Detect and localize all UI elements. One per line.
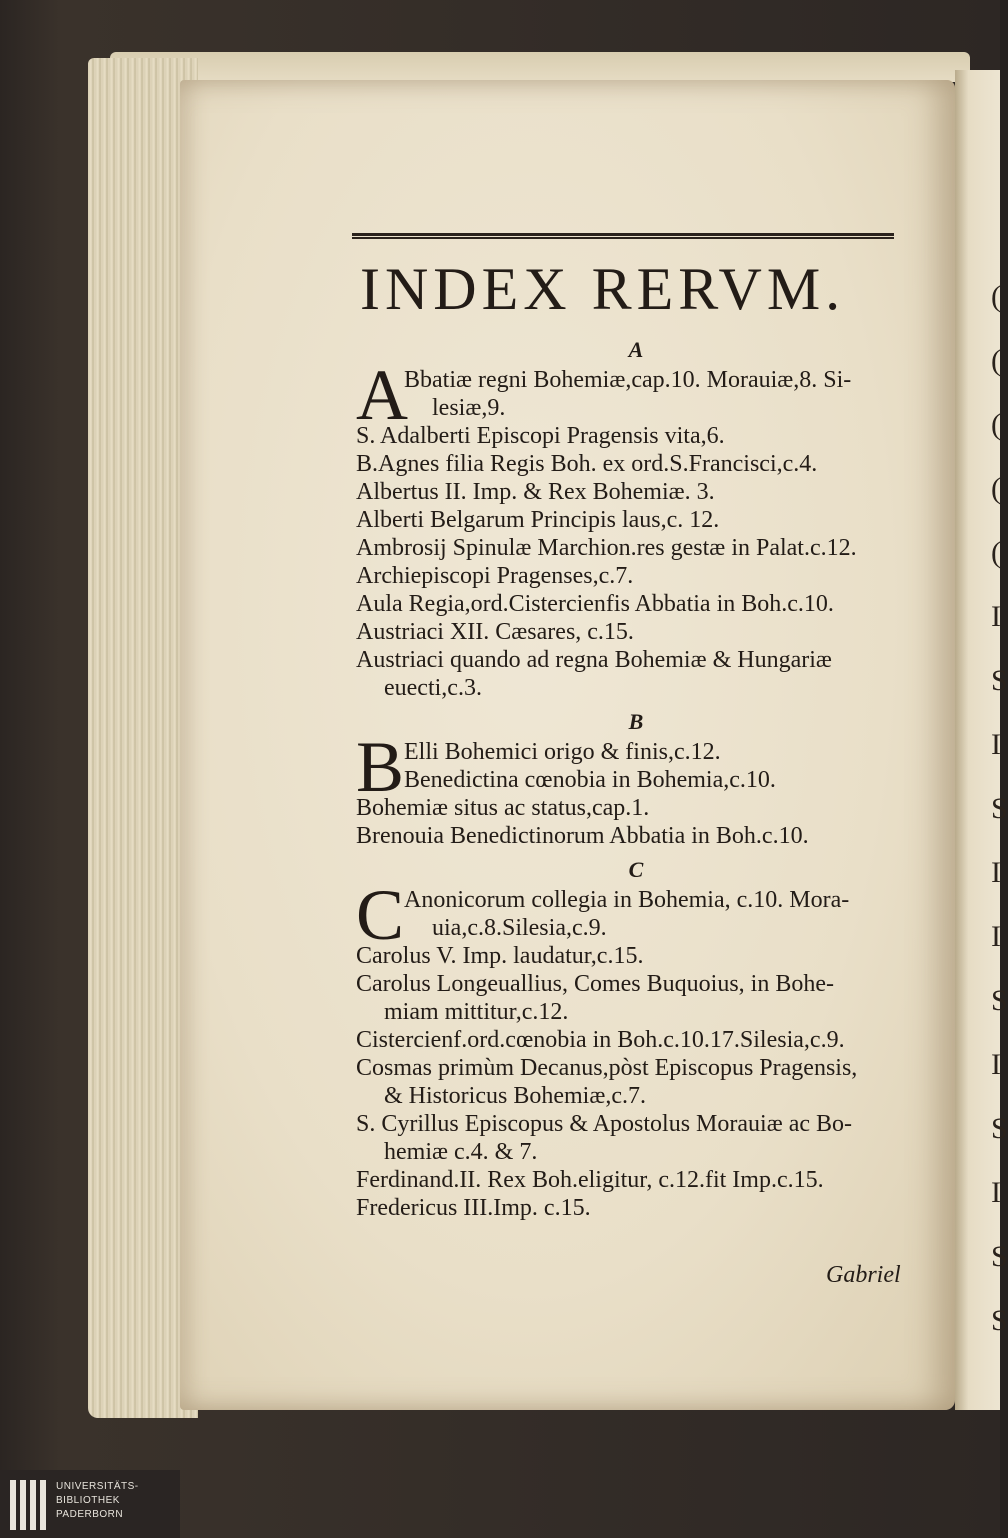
- drop-cap: C: [356, 875, 405, 955]
- facing-page-fragment: (: [991, 408, 1001, 441]
- index-entry: [356, 534, 916, 562]
- entry-line: Carolus Longeuallius, Comes Buquoius, in Bohe-: [356, 971, 834, 997]
- facing-page-fragment: (: [991, 280, 1001, 313]
- title-rule: [352, 233, 894, 239]
- index-entry: [356, 646, 916, 702]
- facing-page-fragment: S: [991, 1240, 1008, 1273]
- facing-page-fragment: I: [991, 1048, 1001, 1081]
- index-entry: [356, 355, 916, 435]
- entry-line: Elli Bohemici origo & finis,c.12.: [404, 739, 721, 765]
- index-entry: [356, 970, 916, 1026]
- index-entry: [356, 450, 916, 478]
- entry-line: S. Cyrillus Episcopus & Apostolus Morauiæ ac Bo-: [356, 1111, 853, 1137]
- index-entry: [356, 1026, 916, 1054]
- index-entry: [356, 1054, 916, 1110]
- entry-line: Alberti Belgarum Principis laus,c. 12.: [356, 507, 720, 533]
- index-entry: [356, 1194, 916, 1222]
- entry-line: Ferdinand.II. Rex Boh.eligitur, c.12.fit Imp.c.15.: [356, 1167, 824, 1193]
- index-entry: [356, 422, 916, 450]
- entry-line: Carolus V. Imp. laudatur,c.15.: [356, 943, 644, 969]
- logo-text: UNIVERSITÄTS- BIBLIOTHEK PADERBORN: [56, 1481, 139, 1520]
- entry-line: uia,c.8.Silesia,c.9.: [432, 915, 607, 941]
- facing-page-fragment: S: [991, 664, 1008, 697]
- facing-page-fragment: I: [991, 920, 1001, 953]
- entry-line: hemiæ c.4. & 7.: [384, 1139, 538, 1165]
- facing-page-fragment: I: [991, 600, 1001, 633]
- index-entry: [356, 875, 916, 955]
- page-title: INDEX RERVM.: [360, 256, 846, 322]
- entry-line: Archiepiscopi Pragenses,c.7.: [356, 563, 634, 589]
- index-entry: [356, 822, 916, 850]
- entry-line: Fredericus III.Imp. c.15.: [356, 1195, 591, 1221]
- entry-line: B.Agnes filia Regis Boh. ex ord.S.Francisci,c.4.: [356, 451, 818, 477]
- drop-cap: A: [356, 355, 408, 435]
- library-logo: [0, 1470, 180, 1538]
- index-entry: [356, 1110, 916, 1166]
- entry-line: Cistercienf.ord.cœnobia in Boh.c.10.17.Silesia,c.9.: [356, 1027, 845, 1053]
- facing-page-fragment: S: [991, 984, 1008, 1017]
- entry-line: Aula Regia,ord.Cistercienfis Abbatia in Boh.c.10.: [356, 591, 834, 617]
- facing-page-fragment: S: [991, 792, 1008, 825]
- index-entries: [356, 330, 916, 1222]
- index-entry: [356, 590, 916, 618]
- section-letter: B: [628, 709, 644, 734]
- facing-page-fragment: (: [991, 536, 1001, 569]
- entry-line: Brenouia Benedictinorum Abbatia in Boh.c.10.: [356, 823, 809, 849]
- entry-line: Bbatiæ regni Bohemiæ,cap.10. Morauiæ,8. Si-: [404, 367, 852, 393]
- facing-page-fragment: S: [991, 1304, 1008, 1337]
- entry-line: Benedictina cœnobia in Bohemia,c.10.: [404, 767, 776, 793]
- facing-page-fragment: (: [991, 472, 1001, 505]
- facing-page-fragment: (: [991, 344, 1001, 377]
- index-entry: [356, 1166, 916, 1194]
- facing-page-fragment: S: [991, 1112, 1008, 1145]
- entry-line: & Historicus Bohemiæ,c.7.: [384, 1083, 646, 1109]
- facing-page-fragment: I: [991, 856, 1001, 889]
- index-entry: [356, 478, 916, 506]
- entry-line: Ambrosij Spinulæ Marchion.res gestæ in Palat.c.12.: [356, 535, 857, 561]
- index-entry: [356, 506, 916, 534]
- logo-bars-icon: [10, 1480, 48, 1530]
- next-page-edge: [955, 70, 1008, 1410]
- entry-line: Austriaci quando ad regna Bohemiæ & Hungariæ: [356, 647, 832, 673]
- entry-line: miam mittitur,c.12.: [384, 999, 569, 1025]
- index-entry: [356, 562, 916, 590]
- book-top-edge: [110, 52, 970, 82]
- index-entry: [356, 942, 916, 970]
- entry-line: Cosmas primùm Decanus,pòst Episcopus Pragensis,: [356, 1055, 858, 1081]
- entry-line: euecti,c.3.: [384, 675, 482, 701]
- facing-page-fragment: I: [991, 728, 1001, 761]
- entry-line: lesiæ,9.: [432, 395, 506, 421]
- entry-line: Anonicorum collegia in Bohemia, c.10. Mora-: [404, 887, 850, 913]
- section-letter: C: [628, 857, 644, 882]
- section-letter: A: [628, 337, 644, 362]
- entry-line: Albertus II. Imp. & Rex Bohemiæ. 3.: [356, 479, 715, 505]
- index-entry: [356, 794, 916, 822]
- entry-line: Bohemiæ situs ac status,cap.1.: [356, 795, 650, 821]
- drop-cap: B: [356, 727, 405, 807]
- facing-page-fragment: I: [991, 1176, 1001, 1209]
- entry-line: Austriaci XII. Cæsares, c.15.: [356, 619, 634, 645]
- index-entry: [356, 618, 916, 646]
- catchword: Gabriel: [826, 1262, 901, 1288]
- entry-line: S. Adalberti Episcopi Pragensis vita,6.: [356, 423, 725, 449]
- index-entry: [356, 727, 916, 807]
